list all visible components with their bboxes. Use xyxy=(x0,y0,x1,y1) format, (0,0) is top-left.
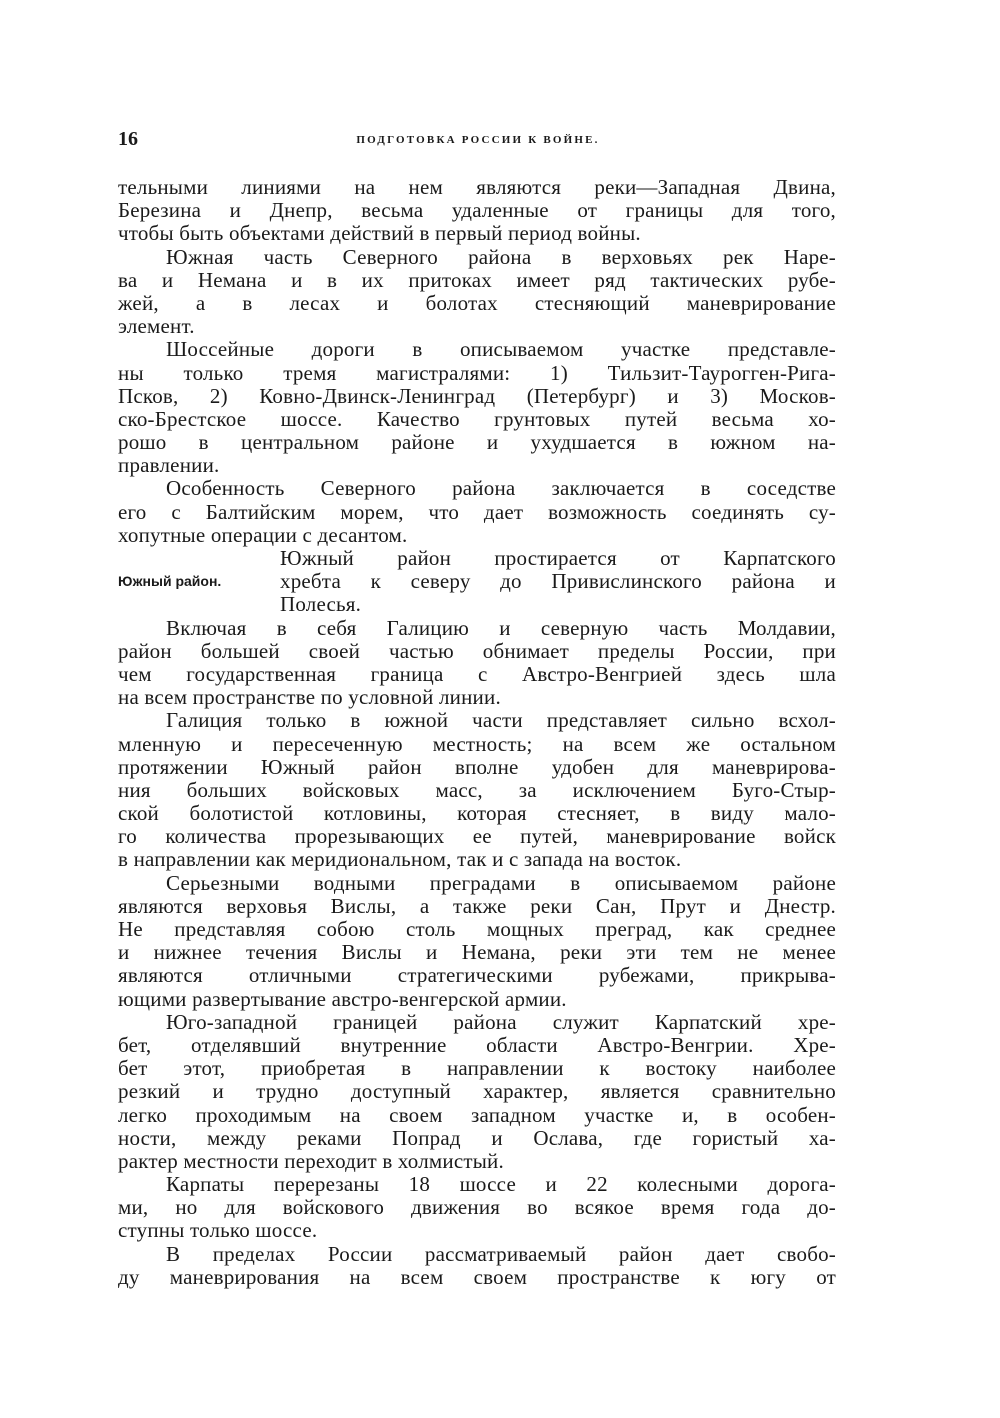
text-line: ду маневрирования на всем своем пространстве к югу от xyxy=(118,1264,836,1289)
text-line: Шоссейные дороги в описываемом участке представле- xyxy=(166,337,836,362)
text-line: хребта к северу до Привислинского района и xyxy=(280,569,836,594)
text-line: ской болотистой котловины, которая стесняет, в виду мало- xyxy=(118,801,836,826)
text-line: резкий и трудно доступный характер, является сравнительно xyxy=(118,1079,836,1104)
text-line: и нижнее течения Вислы и Немана, реки эти тем не менее xyxy=(118,940,836,965)
text-block-after xyxy=(118,617,836,1289)
text-line: Южная часть Северного района в верховьях рек Наре- xyxy=(166,244,836,269)
text-line: бет, отделявший внутренние области Австро-Венгрии. Хре- xyxy=(118,1032,836,1057)
text-line: Включая в себя Галицию и северную часть Молдавии, xyxy=(166,615,836,640)
text-line: его с Балтийским морем, что дает возможность соединять су- xyxy=(118,499,836,524)
text-line: ми, но для войскового движения во всякое время года до- xyxy=(118,1195,836,1220)
text-line: жей, а в лесах и болотах стесняющий маневрирование xyxy=(118,290,836,315)
text-line: Галиция только в южной части представляет сильно всхол- xyxy=(166,708,836,733)
text-line: тельными линиями на нем являются реки—Западная Двина, xyxy=(118,175,836,199)
text-line: Южный район простирается от Карпатского xyxy=(280,546,836,570)
text-line: Серьезными водными преградами в описываемом районе xyxy=(166,870,836,895)
text-line: элемент. xyxy=(118,314,195,339)
text-line: на всем пространстве по условной линии. xyxy=(118,685,501,710)
text-line: ско-Брестское шоссе. Качество грунтовых путей весьма хо- xyxy=(118,406,836,431)
text-line: район большей своей частью обнимает пределы России, при xyxy=(118,638,836,663)
text-line: ступны только шоссе. xyxy=(118,1218,318,1243)
text-line: ния больших войсковых масс, за исключением Буго-Стыр- xyxy=(118,777,836,802)
text-line: ны только тремя магистралями: 1) Тильзит-Таурогген-Рига- xyxy=(118,360,836,385)
southern-region-block xyxy=(118,547,836,617)
text-line: Полесья. xyxy=(280,592,362,617)
text-line: правлении. xyxy=(118,453,220,478)
text-line: ности, между реками Попрад и Ослава, где гористый ха- xyxy=(118,1125,836,1150)
running-head xyxy=(118,128,838,158)
text-line: Особенность Северного района заключается в соседстве xyxy=(166,476,836,501)
text-line: легко проходимым на своем западном участке и, в особен- xyxy=(118,1102,836,1127)
text-line: хопутные операции с десантом. xyxy=(118,522,408,547)
text-line: Псков, 2) Ковно-Двинск-Ленинград (Петербург) и 3) Москов- xyxy=(118,383,836,408)
page-number: 16 xyxy=(118,128,138,150)
text-line: Березина и Днепр, весьма удаленные от границы для того, xyxy=(118,198,836,223)
body-text xyxy=(118,176,836,1289)
text-line: Юго-западной границей района служит Карпатский хре- xyxy=(166,1009,836,1034)
running-title: ПОДГОТОВКА РОССИИ К ВОЙНЕ. xyxy=(356,134,600,146)
text-line: бет этот, приобретая в направлении к востоку наиболее xyxy=(118,1056,836,1081)
text-block-before xyxy=(118,176,836,547)
text-line: ющими развертывание австро-венгерской армии. xyxy=(118,986,567,1011)
text-line: в направлении как меридиональном, так и с запада на восток. xyxy=(118,847,682,872)
text-line: В пределах России рассматриваемый район дает свобо- xyxy=(166,1241,836,1266)
text-line: Не представляя собою столь мощных преград, как среднее xyxy=(118,917,836,941)
text-line: Карпаты перерезаны 18 шоссе и 22 колесными дорога- xyxy=(166,1172,836,1197)
margin-note: Южный район. xyxy=(118,573,222,589)
text-line: являются отличными стратегическими рубежами, прикрыва- xyxy=(118,963,836,988)
text-line: го количества прорезывающих ее путей, маневрирование войск xyxy=(118,824,836,849)
text-line: чем государственная граница с Австро-Венгрией здесь шла xyxy=(118,661,836,686)
text-line: рошо в центральном районе и ухудшается в южном на- xyxy=(118,430,836,455)
text-line: чтобы быть объектами действий в первый период войны. xyxy=(118,221,641,246)
text-line: ва и Немана и в их притоках имеет ряд тактических рубе- xyxy=(118,267,836,292)
text-line: мленную и пересеченную местность; на всем же остальном xyxy=(118,731,836,756)
side-text xyxy=(118,547,836,617)
text-line: рактер местности переходит в холмистый. xyxy=(118,1148,504,1173)
text-line: являются верховья Вислы, а также реки Сан, Прут и Днестр. xyxy=(118,893,836,918)
text-line: протяжении Южный район вполне удобен для маневрирова- xyxy=(118,754,836,779)
